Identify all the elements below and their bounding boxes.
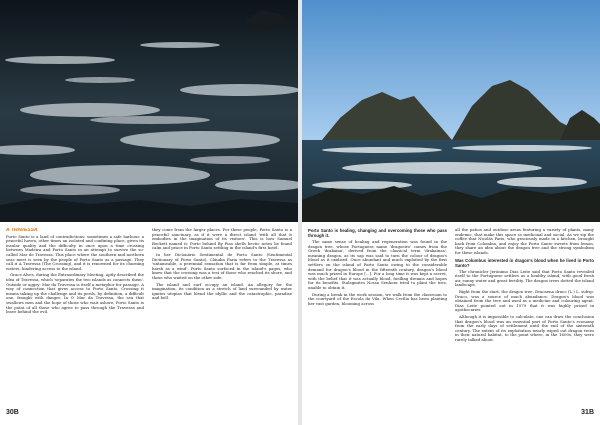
paragraph: Porto Santo is a land of contradictions: sometimes a safe harbour, a peaceful haven, other times an isolated and confining place, given its insular quality and the difficulty in once upon a time crossing between Madeira and Porto Santo in an attempt to survive the so-called Mar de Travessa. This place where the southern and northern seas meet is seen by the people of Porto Santo as a passage. They call it A Travessa (The Crossing), and it is renowned for its churning waters, hindering access to the island. <box>6 233 144 271</box>
left-column-1 <box>6 228 144 406</box>
pull-quote: Was Columbus interested in dragon's blood when he lived in Porto Santo? <box>455 257 594 268</box>
left-column-2 <box>152 228 292 406</box>
paragraph: Right from the start, the dragon tree, Dracaena draco (L.) L. subsp. Draco, was a source of much abundance. Dragon's blood was obtained from the tree and used as a medicine and colouring agent. Dias Leite pointed out in 1579 that it was highly prized in apothecaries. <box>455 288 594 313</box>
rocky-islets-photo <box>302 0 600 222</box>
section-heading: A TRAVESSA <box>6 228 38 233</box>
right-page <box>302 0 600 425</box>
paragraph: Although it is impossible to calculate, one can draw the conclusion that dragon's blood was an essential part of Porto Santo's economy from the early days of settlement until the end of the sixteenth century. The extent of its exploitation nearly wiped out dragon trees in their natural habitat, to the point where, in the 1600s, they were rarely talked about. <box>455 313 594 342</box>
left-page <box>0 0 298 425</box>
page-number: 31B <box>581 409 594 416</box>
paragraph: The chronicler Jerónimo Dias Leite said that Porto Santo revealed itself to the Portuguese settlers as a healthy island, with good fresh air, sunny water and great fertility. The dragon trees dotted the island landscape. <box>455 268 594 288</box>
paragraph: The island and surf occupy an island. An allegory for the imagination, its condition as a stretch of land surrounded by water ignites utopias that blend the idyllic and the catastrophic, paradise and hell. <box>152 281 292 301</box>
stormy-sea-photo <box>0 0 298 222</box>
pull-quote: Porto Santo is healing, changing and overcoming those who pass through it. <box>308 228 447 238</box>
right-column-2 <box>455 228 594 406</box>
paragraph: Grace Alves, during the Extraordinary Meeting, aptly described the idea of Travessa, which 'separates the two islands as connects them'. Outside or aggry: Mar da Travessa is itself a metaphor for passage. A way of connection that gives access to Porto Santo. Crossing it means taking up the challenge and its perils, by definition, a difficult one, fraught with danger. In O Mar da Travessa, the sea that swallows men and the hope of those who wait ashore, Porto Santo is the point of all those who agree to pass through the Travessa and leave behind the evil. <box>6 272 144 315</box>
paragraph: all the patios and outdoor areas featuring a variety of plants, many endemic, that make this space so medicinal and social. As we sip the coffee that Nicolás Paris, who graciously made in a kitchen, brought back from Colombia, and enjoy the Porto Santo sweets from lemon, they share an idea about the dragon tree and the strong symbolism for these islands. <box>455 228 594 255</box>
paragraph: During a break in the work session, we walk from the classroom to the courtyard of the Escola da Vila. When Cecília has been planting her vast garden, blooming across <box>308 291 447 306</box>
paragraph: The same sense of healing and regeneration was found in the dragon tree, whose Portuguese name 'dragoeiro' comes from the Greek 'drakaina', derived from the classical term 'drakainas', meaning dragon, as its sap was said to turn the colour of dragon's blood as it oxidised. Once abundant and much exploited by the first settlers on the island of Porto Santo owing to the considerable demand for dragon's blood in the fifteenth century, dragon's blood was much prized in Europe [...]. For a long time it was kept a secret, with the belief that it was actually blood, fuelling dreams and hopes for its benefits. Stalagmites Nossa Senhora tried to plant the tree, unable to obtain it. <box>308 239 447 290</box>
paragraph: they come from the larger places. For these people, Porto Santo is a peaceful sanctuary, as if it were a direct island 'with all that it embodies in the imagination of its visitors'. This is how Samuel Beckett named it: Porto behind By Pisa shells hectic notes lie found calm and peace in Porto Santo settling in the island's first hotel. <box>152 228 292 251</box>
page-number: 30B <box>6 409 19 416</box>
right-column-1 <box>308 228 447 406</box>
paragraph: In her Dicionário Sentimental de Porto Santo (Sentimental Dictionary of Porto Santo), Cláudia Faria refers to the Travessa as 'untameable, a perennial sensation that is far from simple, at times harsh as a wind'. Porto Santo surfaced in the island's pages, who knew that the crossing was a test of those who reached its shore, and those who waited on the other side. <box>152 251 292 280</box>
